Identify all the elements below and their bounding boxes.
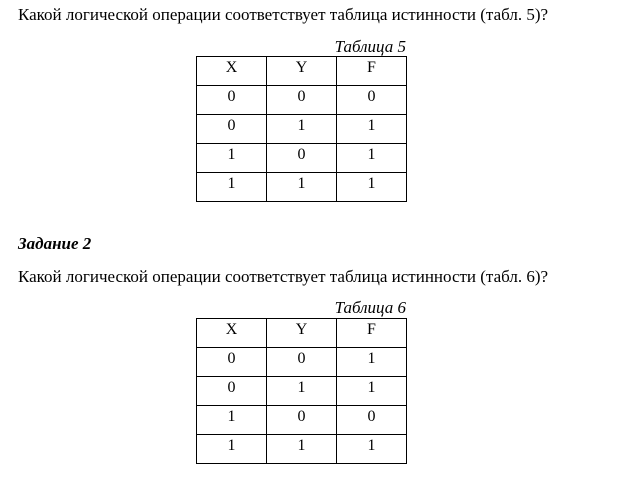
table-row — [197, 115, 407, 144]
cell-y: 0 — [267, 86, 337, 115]
table-5-caption: Таблица 5 — [334, 37, 406, 56]
cell-f: 1 — [337, 144, 407, 173]
table-row — [197, 348, 407, 377]
cell-y: 1 — [267, 435, 337, 464]
cell-y: 0 — [267, 406, 337, 435]
truth-table-5 — [196, 56, 407, 202]
cell-f: 0 — [337, 406, 407, 435]
cell-y: 1 — [267, 115, 337, 144]
table-6-caption: Таблица 6 — [334, 298, 406, 317]
cell-x: 1 — [197, 406, 267, 435]
cell-x: 0 — [197, 348, 267, 377]
table-row — [197, 377, 407, 406]
task-2-heading: Задание 2 — [18, 234, 92, 253]
table-row — [197, 173, 407, 202]
cell-f: 1 — [337, 115, 407, 144]
table-row — [197, 144, 407, 173]
header-x: X — [197, 319, 267, 348]
header-y: Y — [267, 319, 337, 348]
cell-f: 1 — [337, 377, 407, 406]
cell-y: 0 — [267, 144, 337, 173]
header-f: F — [337, 57, 407, 86]
cell-y: 1 — [267, 377, 337, 406]
header-f: F — [337, 319, 407, 348]
header-y: Y — [267, 57, 337, 86]
table-header-row — [197, 57, 407, 86]
cell-f: 1 — [337, 348, 407, 377]
cell-f: 1 — [337, 173, 407, 202]
question-task-2: Какой логической операции соответствует таблица истинности (табл. 6)? — [18, 267, 549, 286]
cell-y: 1 — [267, 173, 337, 202]
header-x: X — [197, 57, 267, 86]
table-row — [197, 406, 407, 435]
cell-f: 1 — [337, 435, 407, 464]
cell-x: 0 — [197, 115, 267, 144]
table-row — [197, 435, 407, 464]
cell-x: 1 — [197, 435, 267, 464]
table-row — [197, 86, 407, 115]
table-header-row — [197, 319, 407, 348]
truth-table-6 — [196, 318, 407, 464]
cell-y: 0 — [267, 348, 337, 377]
cell-f: 0 — [337, 86, 407, 115]
cell-x: 1 — [197, 173, 267, 202]
cell-x: 0 — [197, 377, 267, 406]
question-task-1: Какой логической операции соответствует таблица истинности (табл. 5)? — [18, 5, 549, 24]
cell-x: 0 — [197, 86, 267, 115]
cell-x: 1 — [197, 144, 267, 173]
